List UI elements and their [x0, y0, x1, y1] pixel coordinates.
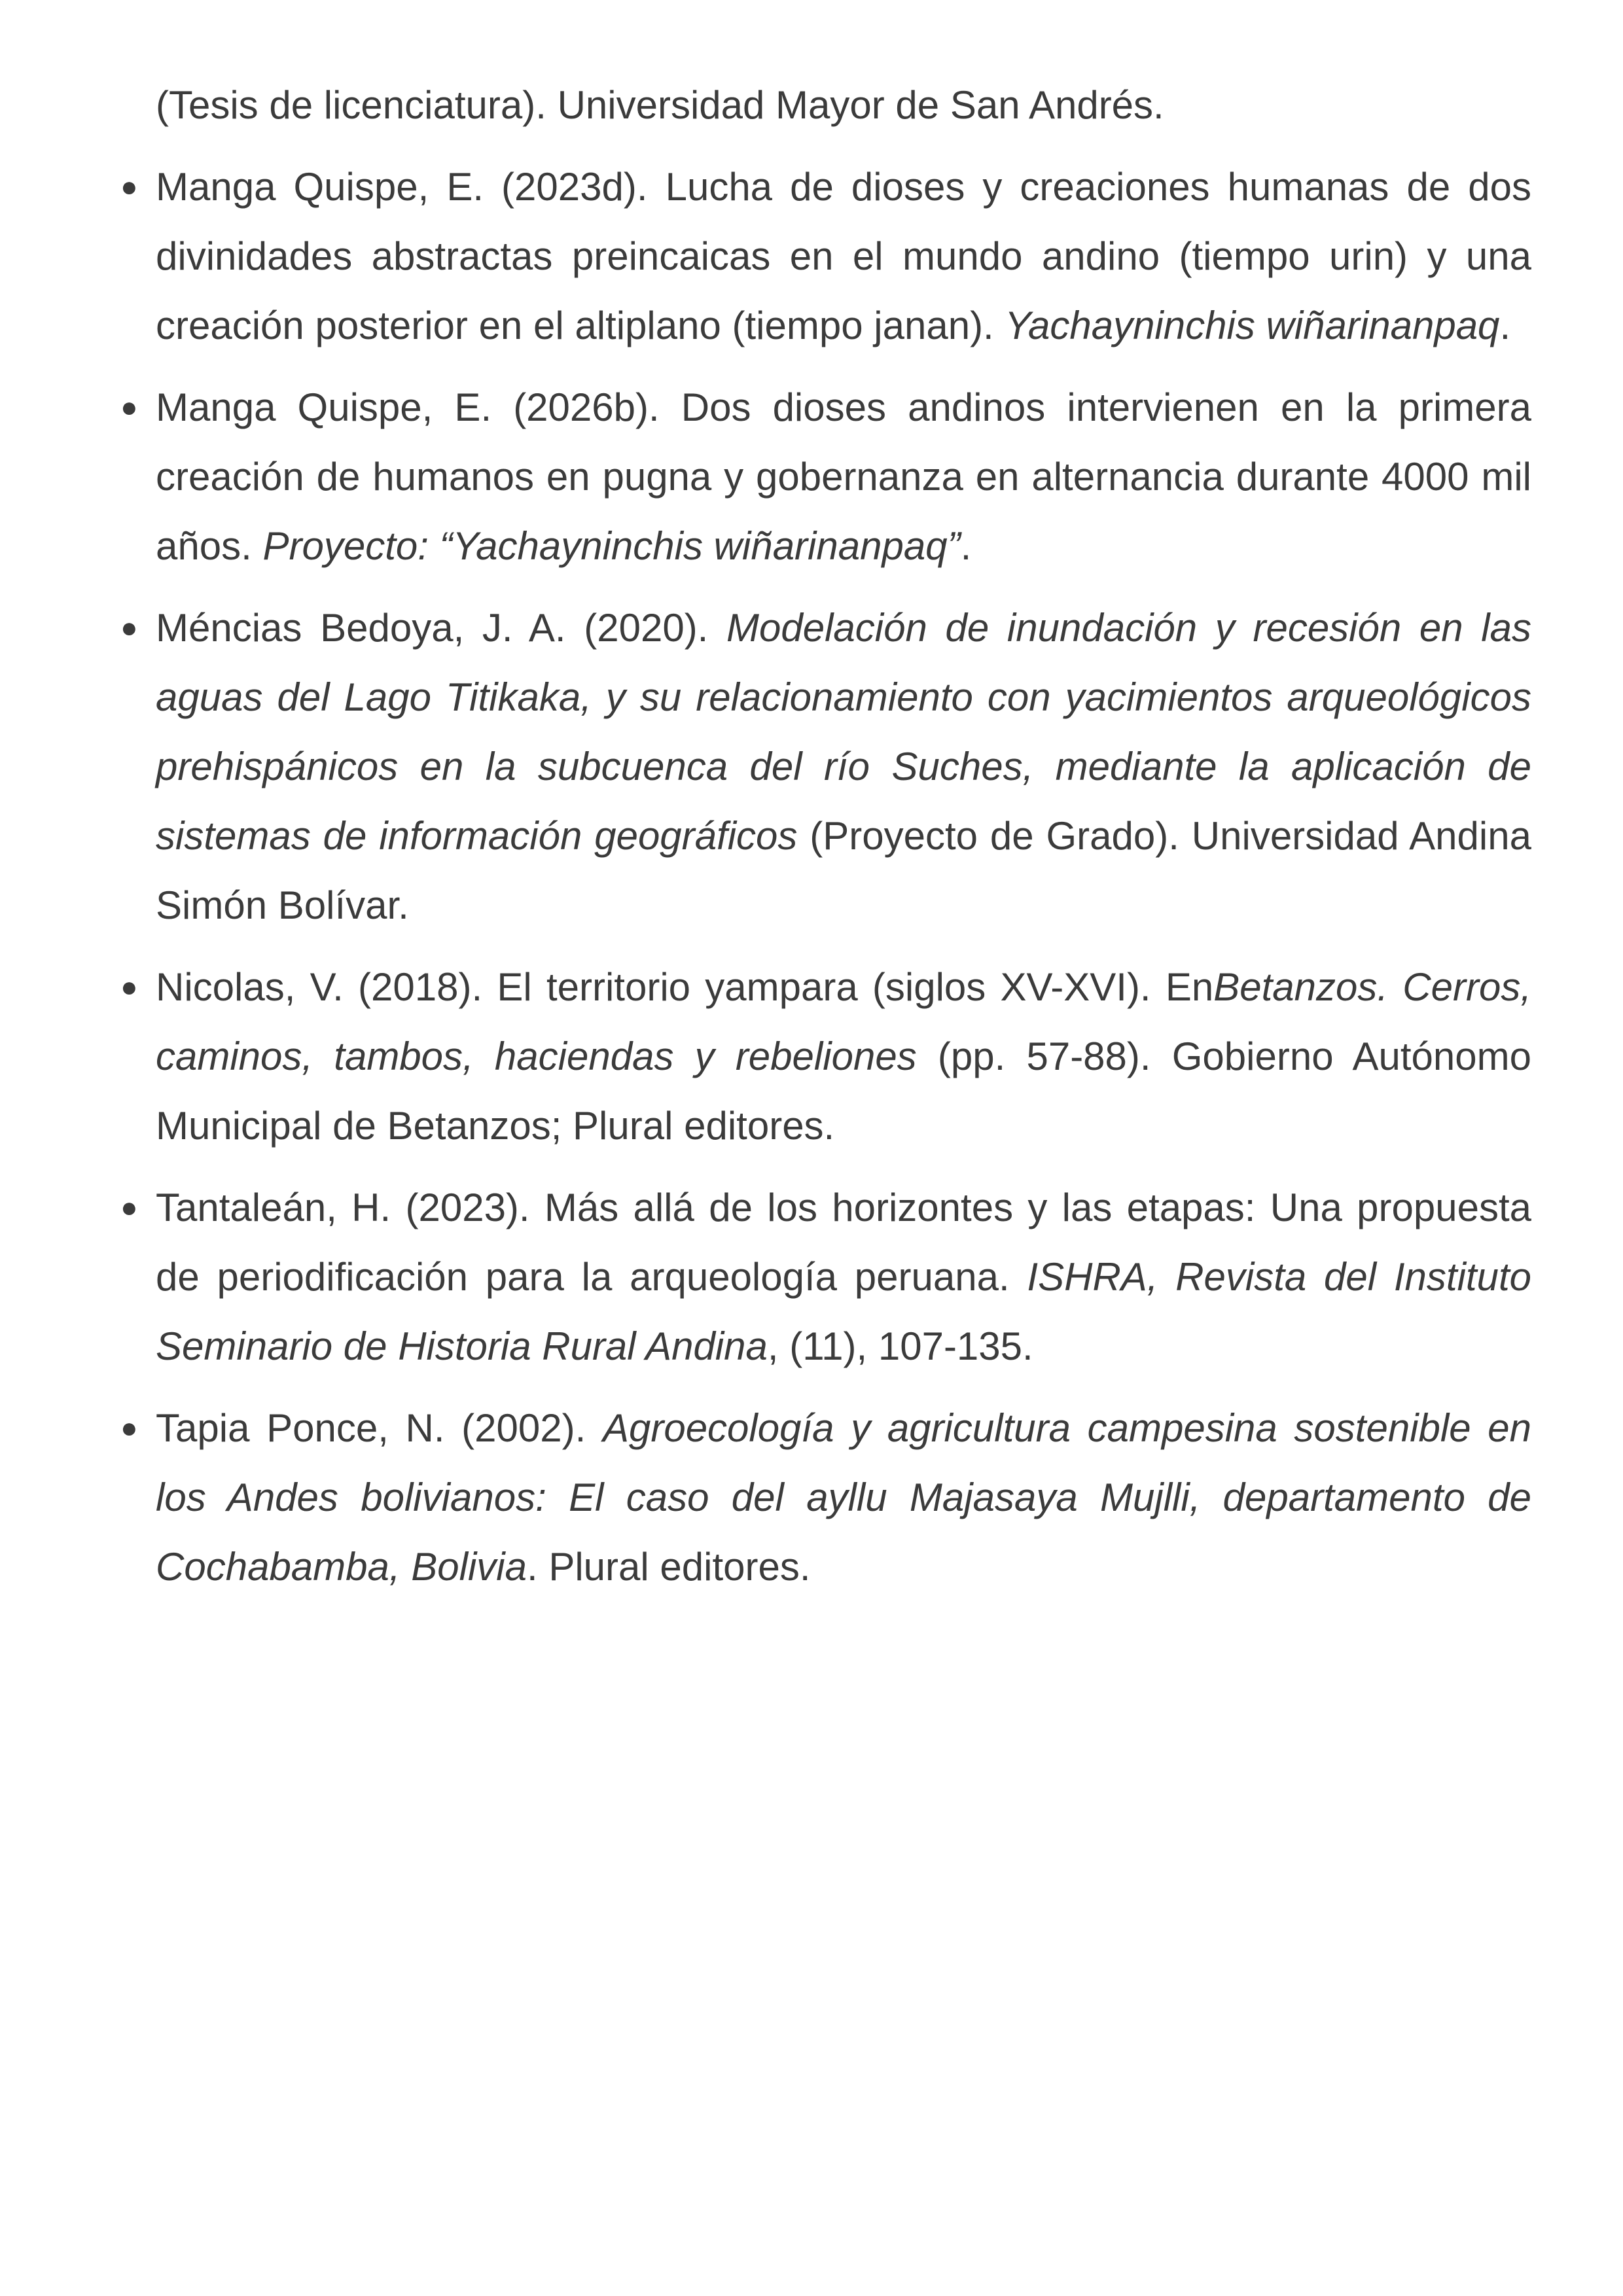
- reference-list-section: [120, 71, 1531, 1614]
- reference-item: [120, 152, 1531, 361]
- reference-text: Tapia Ponce, N. (2002).: [156, 1406, 603, 1450]
- reference-text: Méncias Bedoya, J. A. (2020).: [156, 606, 727, 650]
- reference-text: Nicolas, V. (2018). El territorio yampara (siglos XV-XVI). En: [156, 965, 1214, 1009]
- reference-item: [120, 373, 1531, 581]
- reference-title-italic: Agroecología y agricultura campesina sostenible en los Andes bolivianos: El caso del ayllu Majasaya Mujlli, departamento de Cochabamba, Bolivia: [156, 1406, 1531, 1589]
- reference-item: [120, 593, 1531, 940]
- reference-title-italic: Yachayninchis wiñarinanpaq: [1005, 304, 1500, 347]
- bullet-icon: ●: [120, 391, 138, 423]
- bullet-icon: ●: [120, 171, 138, 203]
- bullet-icon: ●: [120, 1192, 138, 1224]
- reference-title-italic: Proyecto: “Yachayninchis wiñarinanpaq”: [262, 524, 961, 568]
- reference-text: Tantaleán, H. (2023). Más allá de los horizontes y las etapas: Una propuesta de periodificación para la arqueología peruana.: [156, 1186, 1531, 1299]
- reference-text: , (11), 107-135.: [767, 1324, 1033, 1368]
- reference-item: [120, 1173, 1531, 1381]
- reference-text: (pp. 57-88). Gobierno Autónomo Municipal de Betanzos; Plural editores.: [156, 1034, 1531, 1148]
- reference-text: (Proyecto de Grado). Universidad Andina Simón Bolívar.: [156, 814, 1531, 927]
- reference-list: [120, 152, 1531, 1602]
- reference-text: Manga Quispe, E. (2026b). Dos dioses andinos intervienen en la primera creación de humanos en pugna y gobernanza en alternancia durante 4000 mil años.: [156, 385, 1531, 568]
- reference-title-italic: Modelación de inundación y recesión en las aguas del Lago Titikaka, y su relacionamiento con yacimientos arqueológicos prehispánicos en la subcuenca del río Suches, mediante la aplicación de sistemas de información geográficos: [156, 606, 1531, 858]
- bullet-icon: ●: [120, 971, 138, 1003]
- reference-item: [120, 953, 1531, 1161]
- reference-text: .: [960, 524, 972, 568]
- reference-item: [120, 1394, 1531, 1602]
- reference-continuation: (Tesis de licenciatura). Universidad Mayor de San Andrés.: [156, 83, 1164, 127]
- reference-text: .: [1499, 304, 1511, 347]
- reference-title-italic: ISHRA, Revista del Instituto Seminario de Historia Rural Andina: [156, 1255, 1531, 1368]
- bullet-icon: ●: [120, 1412, 138, 1444]
- reference-text: Manga Quispe, E. (2023d). Lucha de dioses y creaciones humanas de dos divinidades abstractas preincaicas en el mundo andino (tiempo urin) y una creación posterior en el altiplano (tiempo janan).: [156, 165, 1531, 347]
- reference-text: . Plural editores.: [526, 1545, 811, 1589]
- reference-title-italic: Betanzos. Cerros, caminos, tambos, haciendas y rebeliones: [156, 965, 1531, 1078]
- bullet-icon: ●: [120, 612, 138, 644]
